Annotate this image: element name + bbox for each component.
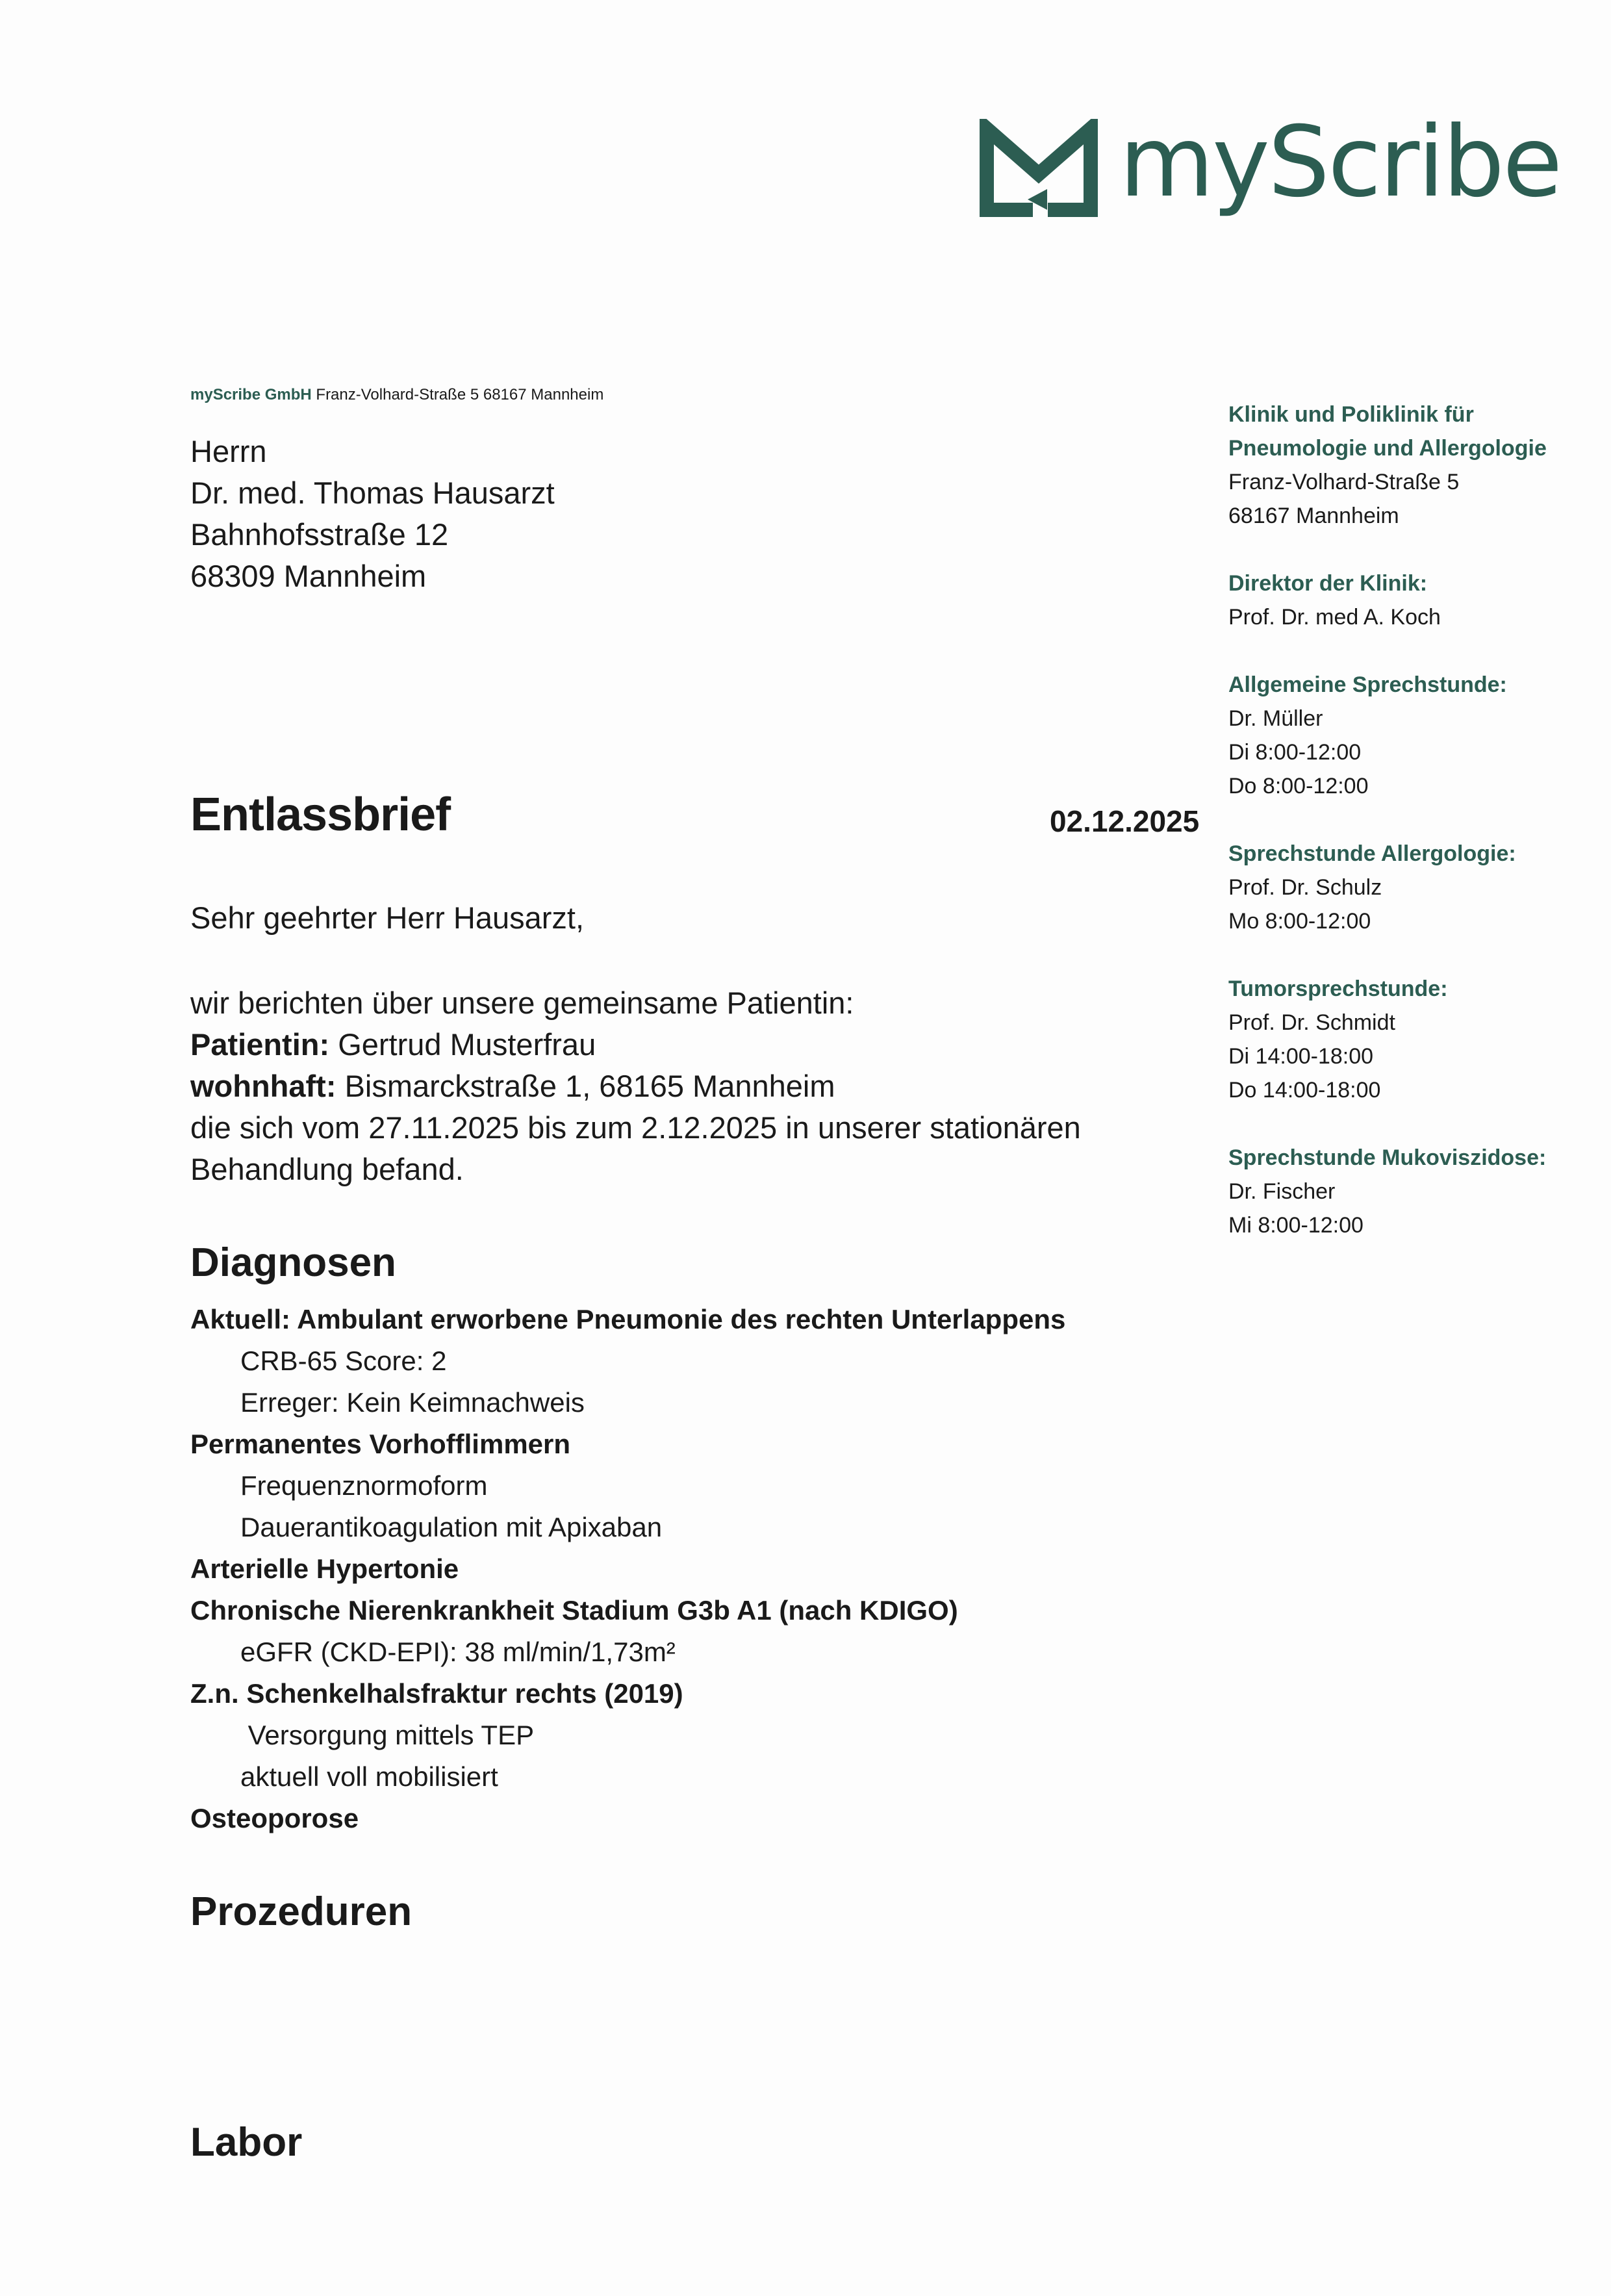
cf-consultation	[1228, 1141, 1592, 1242]
diagnosis-title: Chronische Nierenkrankheit Stadium G3b A1 (nach KDIGO)	[190, 1595, 958, 1626]
letter-title: Entlassbrief	[190, 789, 451, 841]
consultation-heading: Sprechstunde Allergologie:	[1228, 841, 1516, 866]
allergy-consultation	[1228, 837, 1592, 938]
intro-sentence: wir berichten über unsere gemeinsame Patientin:	[190, 986, 854, 1020]
consultation-doctor: Dr. Fischer	[1228, 1179, 1336, 1204]
diagnoses-heading: Diagnosen	[190, 1240, 396, 1285]
consultation-heading: Sprechstunde Mukoviszidose:	[1228, 1145, 1547, 1170]
recipient-street: Bahnhofsstraße 12	[190, 517, 449, 552]
sender-company: myScribe GmbH	[190, 386, 312, 403]
recipient-address	[190, 431, 555, 597]
clinic-street: Franz-Volhard-Straße 5	[1228, 470, 1460, 494]
address-label: wohnhaft:	[190, 1069, 336, 1103]
stay-sentence: die sich vom 27.11.2025 bis zum 2.12.2025 in unserer stationären Behandlung befand.	[190, 1110, 1081, 1186]
consultation-heading: Allgemeine Sprechstunde:	[1228, 672, 1507, 697]
recipient-name: Dr. med. Thomas Hausarzt	[190, 476, 555, 510]
consultation-doctor: Dr. Müller	[1228, 706, 1323, 731]
director-info	[1228, 567, 1592, 634]
clinic-name-line1: Klinik und Poliklinik für	[1228, 402, 1474, 427]
director-heading: Direktor der Klinik:	[1228, 571, 1428, 596]
patient-name: Gertrud Musterfrau	[338, 1027, 596, 1062]
diagnosis-detail: eGFR (CKD-EPI): 38 ml/min/1,73m²	[240, 1637, 676, 1667]
diagnoses-list	[190, 1299, 1065, 1839]
brand-name: myScribe	[1119, 106, 1561, 219]
labs-heading: Labor	[190, 2120, 303, 2165]
tumor-consultation	[1228, 972, 1592, 1107]
clinic-sidebar	[1228, 398, 1592, 1276]
letter-salutation: Sehr geehrter Herr Hausarzt,	[190, 900, 585, 935]
consultation-time: Di 14:00-18:00	[1228, 1044, 1374, 1069]
patient-address: Bismarckstraße 1, 68165 Mannheim	[344, 1069, 835, 1103]
diagnosis-title: Arterielle Hypertonie	[190, 1553, 459, 1584]
clinic-name-line2: Pneumologie und Allergologie	[1228, 436, 1547, 461]
diagnosis-title: Z.n. Schenkelhalsfraktur rechts (2019)	[190, 1678, 683, 1709]
director-name: Prof. Dr. med A. Koch	[1228, 605, 1441, 630]
diagnosis-title: Aktuell: Ambulant erworbene Pneumonie des rechten Unterlappens	[190, 1304, 1066, 1334]
recipient-city: 68309 Mannheim	[190, 559, 427, 593]
consultation-doctor: Prof. Dr. Schulz	[1228, 875, 1382, 900]
clinic-info	[1228, 398, 1592, 533]
address-line	[190, 1065, 1210, 1107]
consultation-time: Mo 8:00-12:00	[1228, 909, 1371, 934]
letter-intro	[190, 982, 1210, 1190]
consultation-time: Di 8:00-12:00	[1228, 740, 1362, 765]
diagnosis-detail: Erreger: Kein Keimnachweis	[240, 1387, 585, 1418]
recipient-salutation: Herrn	[190, 434, 267, 468]
consultation-doctor: Prof. Dr. Schmidt	[1228, 1010, 1395, 1035]
diagnosis-detail: Dauerantikoagulation mit Apixaban	[240, 1512, 663, 1542]
sender-address: Franz-Volhard-Straße 5 68167 Mannheim	[316, 386, 604, 403]
consultation-time: Do 8:00-12:00	[1228, 774, 1369, 798]
diagnosis-title: Permanentes Vorhofflimmern	[190, 1429, 571, 1459]
diagnosis-detail: CRB-65 Score: 2	[240, 1346, 447, 1376]
clinic-city: 68167 Mannheim	[1228, 504, 1399, 528]
consultation-time: Do 14:00-18:00	[1228, 1078, 1381, 1103]
letter-date: 02.12.2025	[1050, 804, 1200, 838]
general-consultation	[1228, 668, 1592, 803]
consultation-heading: Tumorsprechstunde:	[1228, 976, 1448, 1001]
consultation-time: Mi 8:00-12:00	[1228, 1213, 1364, 1238]
diagnosis-detail: Versorgung mittels TEP	[240, 1720, 535, 1750]
procedures-heading: Prozeduren	[190, 1889, 412, 1934]
diagnosis-detail: Frequenznormoform	[240, 1470, 488, 1501]
diagnosis-detail: aktuell voll mobilisiert	[240, 1761, 498, 1792]
patient-label: Patientin:	[190, 1027, 330, 1062]
patient-line	[190, 1024, 1210, 1065]
sender-line	[190, 386, 603, 404]
diagnosis-title: Osteoporose	[190, 1803, 359, 1833]
